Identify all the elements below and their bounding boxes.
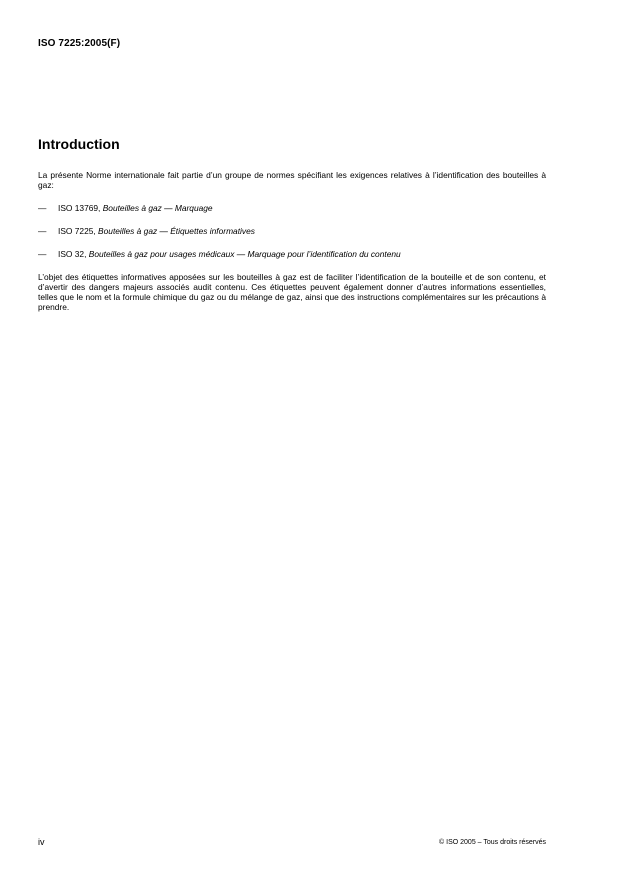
- intro-paragraph: La présente Norme internationale fait partie d’un groupe de normes spécifiant les exigences relatives à l’identification des bouteilles à gaz:: [38, 170, 546, 190]
- section-body: [38, 170, 546, 312]
- list-dash: —: [38, 226, 47, 236]
- list-item: [38, 249, 546, 259]
- list-dash: —: [38, 249, 47, 259]
- standard-reference: ISO 13769,: [58, 203, 101, 213]
- closing-paragraph: L’objet des étiquettes informatives apposées sur les bouteilles à gaz est de faciliter l’identification de la bouteille et de son contenu, et d’avertir des dangers majeurs associés audit contenu. Ces étiquettes peuvent également donner d’autres informations essentielles, telles que le nom et la formule chimique du gaz ou du mélange de gaz, ainsi que des instructions complémentaires sur les précautions à prendre.: [38, 272, 546, 312]
- section-title: Introduction: [38, 136, 120, 152]
- list-item-text: [58, 226, 255, 236]
- standard-title: Bouteilles à gaz — Étiquettes informatives: [98, 226, 255, 236]
- list-item-text: [58, 249, 401, 259]
- document-id-header: ISO 7225:2005(F): [38, 38, 121, 49]
- copyright-notice: © ISO 2005 – Tous droits réservés: [439, 839, 546, 846]
- standard-reference: ISO 7225,: [58, 226, 96, 236]
- list-item: [38, 226, 546, 236]
- list-dash: —: [38, 203, 47, 213]
- standard-reference: ISO 32,: [58, 249, 87, 259]
- list-item: [38, 203, 546, 213]
- standard-title: Bouteilles à gaz — Marquage: [102, 203, 213, 213]
- standard-title: Bouteilles à gaz pour usages médicaux — Marquage pour l’identification du contenu: [88, 249, 401, 259]
- page-number: iv: [38, 837, 45, 847]
- list-item-text: [58, 203, 213, 213]
